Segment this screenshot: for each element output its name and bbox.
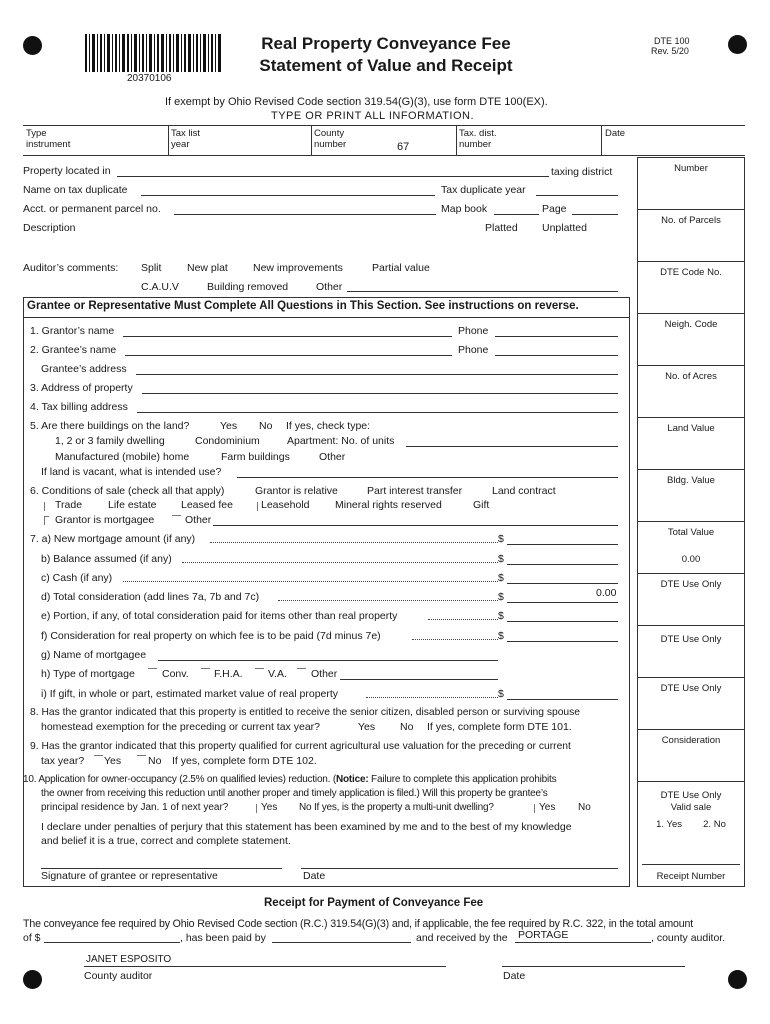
q7d-dollar: $: [498, 591, 504, 603]
q6-trade-checkbox[interactable]: [44, 502, 45, 511]
tax-billing-address-field[interactable]: [137, 412, 618, 413]
q7f-label: f) Consideration for real property on which fee is to be paid (7d minus 7e): [41, 630, 381, 642]
q6-life-estate-option[interactable]: Life estate: [108, 499, 157, 511]
dotted-leader: [123, 581, 498, 582]
registration-mark-top-left: [23, 36, 42, 55]
auditor-other-field[interactable]: [347, 291, 618, 292]
q6-label: 6. Conditions of sale (check all that apply): [30, 485, 225, 497]
property-address-field[interactable]: [142, 393, 618, 394]
right-box-dte-use-2[interactable]: [637, 625, 745, 677]
q8-ifyes-label: If yes, complete form DTE 101.: [427, 721, 572, 733]
receipt-paid-by-field[interactable]: [272, 942, 411, 943]
q10-yes-option[interactable]: Yes: [261, 802, 278, 813]
q5-vacant-label: If land is vacant, what is intended use?: [41, 466, 222, 478]
tax-list-year-label[interactable]: Tax list year: [171, 128, 201, 150]
right-box-total-value[interactable]: [637, 521, 745, 573]
q6-leased-fee-option[interactable]: Leased fee: [181, 499, 233, 511]
q7b-dollar: $: [498, 553, 504, 565]
right-box-dte-code[interactable]: [637, 261, 745, 313]
q10-notice: Notice:: [335, 774, 369, 785]
receipt-date-label: Date: [503, 970, 526, 982]
right-box-dte-use-1[interactable]: [637, 573, 745, 625]
q10-line2: the owner from receiving this reduction until another proper and timely application is filed.) Will this property be grantee’s: [41, 788, 548, 799]
q5-farm-buildings-option[interactable]: Farm buildings: [221, 451, 290, 463]
name-on-duplicate-field[interactable]: [141, 195, 435, 196]
q6-mortgagee-checkbox[interactable]: [44, 516, 49, 525]
fee-consideration-field[interactable]: [507, 641, 618, 642]
auditor-title: County auditor: [84, 970, 153, 982]
q10-text-b: Failure to complete this application prohibits: [368, 774, 557, 785]
name-on-duplicate-label: Name on tax duplicate: [23, 184, 128, 196]
auditor-new-plat-option[interactable]: New plat: [187, 262, 228, 274]
number-label: Number: [674, 163, 708, 174]
grantee-phone-field[interactable]: [495, 355, 618, 356]
tax-duplicate-year-field[interactable]: [536, 195, 618, 196]
q7h-other-checkbox[interactable]: [297, 668, 306, 669]
q7c-dollar: $: [498, 572, 504, 584]
right-box-valid-sale[interactable]: [637, 781, 745, 887]
divider: [456, 126, 457, 156]
vacant-use-field[interactable]: [237, 477, 618, 478]
land-value-label: Land Value: [667, 423, 715, 434]
q9-ifyes-label: If yes, complete form DTE 102.: [172, 755, 317, 767]
q7h-fha-checkbox[interactable]: [201, 668, 210, 669]
right-box-parcels[interactable]: [637, 209, 745, 261]
top-info-row: [23, 125, 745, 156]
q9-no-option[interactable]: No: [148, 755, 162, 767]
barcode-number: 20370106: [127, 73, 172, 84]
q5-other-option[interactable]: Other: [319, 451, 346, 463]
receipt-date-field[interactable]: [502, 966, 685, 967]
dotted-leader: [412, 639, 498, 640]
dotted-leader: [182, 562, 498, 563]
q10-line1: [23, 774, 556, 785]
receipt-line1: The conveyance fee required by Ohio Revised Code section (R.C.) 319.54(G)(3) and, if applicable, the fee required by R.C. 322, in the total amount: [23, 918, 694, 930]
grantor-phone-field[interactable]: [495, 336, 618, 337]
right-box-bldg-value[interactable]: [637, 469, 745, 521]
q8-line1: 8. Has the grantor indicated that this property is entitled to receive the senior citizen, disabled person or surviving spouse: [30, 707, 581, 718]
q7a-dollar: $: [498, 533, 504, 545]
q6-leasehold-checkbox[interactable]: [257, 502, 258, 511]
gift-value-field[interactable]: [507, 699, 618, 700]
tax-dist-number-label[interactable]: Tax. dist. number: [459, 128, 497, 150]
q6-grantor-relative-option[interactable]: Grantor is relative: [255, 485, 338, 497]
grantee-address-field[interactable]: [136, 374, 618, 375]
consideration-label: Consideration: [661, 735, 721, 746]
mortgagee-name-field[interactable]: [158, 660, 498, 661]
auditor-name-field[interactable]: [84, 966, 446, 967]
grantee-address-label: Grantee’s address: [41, 363, 127, 375]
dte-use-label: DTE Use Only: [660, 579, 722, 590]
q6-part-interest-option[interactable]: Part interest transfer: [367, 485, 463, 497]
right-box-neigh-code[interactable]: [637, 313, 745, 365]
balance-assumed-field[interactable]: [507, 564, 618, 565]
dotted-leader: [278, 600, 498, 601]
q10-yes2-checkbox[interactable]: [534, 804, 535, 813]
receipt-county-auditor-suffix: , county auditor.: [651, 932, 726, 944]
q8-line2: homestead exemption for the preceding or current tax year?: [41, 721, 320, 733]
right-box-number[interactable]: [637, 157, 745, 209]
q1-label: 1. Grantor’s name: [30, 325, 115, 337]
q5-apartment-option[interactable]: Apartment: No. of units: [287, 435, 395, 447]
q10-text-a: 10. Application for owner-occupancy (2.5% on qualified levies) reduction. (: [23, 774, 336, 785]
signature-label: Signature of grantee or representative: [41, 870, 218, 882]
total-consideration-value[interactable]: 0.00: [596, 587, 617, 599]
q9-line1: 9. Has the grantor indicated that this property qualified for current agricultural use valuation for the preceding or current: [30, 741, 571, 752]
q10-no2-option[interactable]: No: [578, 802, 591, 813]
signature-field[interactable]: [41, 868, 282, 869]
auditor-comments-label: Auditor’s comments:: [23, 262, 119, 274]
q7c-label: c) Cash (if any): [41, 572, 113, 584]
q7h-other-field[interactable]: [340, 679, 498, 680]
property-located-field[interactable]: [117, 176, 549, 177]
property-located-label: Property located in: [23, 165, 111, 177]
q10-no-multiunit-label[interactable]: No If yes, is the property a multi-unit dwelling?: [299, 802, 494, 813]
dte-use-label: DTE Use Only: [660, 790, 722, 801]
description-label: Description: [23, 222, 76, 234]
q7h-va-checkbox[interactable]: [255, 668, 264, 669]
q5-label: 5. Are there buildings on the land?: [30, 420, 190, 432]
grantee-name-field[interactable]: [125, 355, 452, 356]
q7e-dollar: $: [498, 610, 504, 622]
q9-yes-checkbox[interactable]: [94, 755, 103, 756]
form-title-line2: Statement of Value and Receipt: [259, 56, 513, 75]
q7i-dollar: $: [498, 688, 504, 700]
receipt-of-label: of $: [23, 932, 41, 944]
receipt-number-label: Receipt Number: [656, 871, 726, 882]
q5-condominium-option[interactable]: Condominium: [195, 435, 260, 447]
q5-yes-option[interactable]: Yes: [220, 420, 238, 432]
q7b-label: b) Balance assumed (if any): [41, 553, 172, 565]
form-revision: Rev. 5/20: [651, 46, 689, 56]
cash-field[interactable]: [507, 583, 618, 584]
auditor-cauv-option[interactable]: C.A.U.V: [141, 281, 179, 293]
dotted-leader: [210, 542, 498, 543]
total-value-label: Total Value: [667, 527, 715, 538]
right-box-consideration[interactable]: [637, 729, 745, 781]
county-number-label: County number: [314, 128, 347, 150]
q7e-label: e) Portion, if any, of total consideration paid for items other than real property: [41, 610, 398, 622]
signature-date-label: Date: [303, 870, 326, 882]
divider: [311, 126, 312, 156]
q7h-other-option[interactable]: Other: [311, 668, 338, 680]
form-id: DTE 100: [654, 36, 690, 46]
receipt-heading: Receipt for Payment of Conveyance Fee: [264, 897, 484, 909]
parcels-label: No. of Parcels: [661, 215, 721, 226]
receipt-amount-field[interactable]: [44, 942, 180, 943]
tax-duplicate-year-label: Tax duplicate year: [441, 184, 526, 196]
apartment-units-field[interactable]: [406, 446, 618, 447]
receipt-received-by-label: and received by the: [416, 932, 508, 944]
declaration-line1: I declare under penalties of perjury that this statement has been examined by me and to the best of my knowledge: [41, 821, 572, 833]
q5-manufactured-home-option[interactable]: Manufactured (mobile) home: [55, 451, 190, 463]
dte-use-label: DTE Use Only: [660, 683, 722, 694]
bldg-value-label: Bldg. Value: [667, 475, 715, 486]
q2-label: 2. Grantee’s name: [30, 344, 117, 356]
dotted-leader: [428, 619, 498, 620]
date-label[interactable]: Date: [605, 128, 626, 139]
q5-ifyes-label: If yes, check type:: [286, 420, 371, 432]
neigh-code-label: Neigh. Code: [664, 319, 718, 330]
q2-phone-label: Phone: [458, 344, 489, 356]
q6-mineral-rights-option[interactable]: Mineral rights reserved: [335, 499, 442, 511]
receipt-county-field[interactable]: [515, 942, 651, 943]
right-box-acres[interactable]: [637, 365, 745, 417]
dte-code-label: DTE Code No.: [660, 267, 722, 278]
acct-parcel-label: Acct. or permanent parcel no.: [23, 203, 161, 215]
q6-other-option[interactable]: Other: [185, 514, 212, 526]
q5-no-option[interactable]: No: [259, 420, 273, 432]
taxing-district-label: taxing district: [551, 166, 613, 178]
declaration-line2: and belief it is a true, correct and complete statement.: [41, 835, 291, 847]
map-book-label: Map book: [441, 203, 488, 215]
auditor-other-option[interactable]: Other: [316, 281, 343, 293]
barcode-icon: [85, 34, 222, 72]
q6-grantor-mortgagee-option[interactable]: Grantor is mortgagee: [55, 514, 155, 526]
q6-land-contract-option[interactable]: Land contract: [492, 485, 556, 497]
dotted-leader: [366, 697, 498, 698]
divider: [601, 126, 602, 156]
q10-yes-checkbox[interactable]: [256, 804, 257, 813]
right-box-dte-use-3[interactable]: [637, 677, 745, 729]
q1-phone-label: Phone: [458, 325, 489, 337]
q10-yes2-option[interactable]: Yes: [539, 802, 556, 813]
valid-sale-options[interactable]: 1. Yes 2. No: [656, 819, 726, 830]
q9-no-checkbox[interactable]: [137, 755, 146, 756]
q7i-label: i) If gift, in whole or part, estimated market value of real property: [41, 688, 339, 700]
q7d-label: d) Total consideration (add lines 7a, 7b and 7c): [41, 591, 260, 603]
q8-no-option[interactable]: No: [400, 721, 414, 733]
total-value-amount: 0.00: [681, 554, 701, 565]
q7h-label: h) Type of mortgage: [41, 668, 135, 680]
acres-label: No. of Acres: [665, 371, 717, 382]
q10-line3: principal residence by Jan. 1 of next year?: [41, 802, 229, 813]
auditor-name[interactable]: JANET ESPOSITO: [86, 954, 172, 965]
q3-label: 3. Address of property: [30, 382, 133, 394]
platted-option[interactable]: Platted: [485, 222, 518, 234]
county-number-value[interactable]: 67: [397, 141, 410, 153]
type-print-note: TYPE OR PRINT ALL INFORMATION.: [271, 110, 475, 122]
q7h-fha-option[interactable]: F.H.A.: [214, 668, 243, 680]
exempt-note: If exempt by Ohio Revised Code section 319.54(G)(3), use form DTE 100(EX).: [165, 96, 548, 108]
q9-yes-option[interactable]: Yes: [104, 755, 122, 767]
q5-family-dwelling-option[interactable]: 1, 2 or 3 family dwelling: [55, 435, 165, 447]
map-book-field[interactable]: [494, 214, 539, 215]
q8-yes-option[interactable]: Yes: [358, 721, 376, 733]
q7h-va-option[interactable]: V.A.: [268, 668, 287, 680]
type-instrument-label[interactable]: Type instrument: [26, 128, 71, 150]
auditor-partial-value-option[interactable]: Partial value: [372, 262, 430, 274]
q4-label: 4. Tax billing address: [30, 401, 128, 413]
q7f-dollar: $: [498, 630, 504, 642]
receipt-paid-by-label: , has been paid by: [180, 932, 266, 944]
receipt-county-name[interactable]: PORTAGE: [518, 929, 569, 941]
grantor-name-field[interactable]: [123, 336, 452, 337]
page-field[interactable]: [572, 214, 618, 215]
registration-mark-bottom-left: [23, 970, 42, 989]
q7h-conv-option[interactable]: Conv.: [162, 668, 189, 680]
valid-sale-label: Valid sale: [670, 802, 712, 813]
total-consideration-field[interactable]: [507, 602, 618, 603]
receipt-number-line: [642, 864, 740, 865]
q7a-label: 7. a) New mortgage amount (if any): [30, 533, 196, 545]
q6-other-field[interactable]: [213, 525, 618, 526]
registration-mark-top-right: [728, 35, 747, 54]
section-heading: Grantee or Representative Must Complete All Questions in This Section. See instructions on reverse.: [27, 300, 579, 312]
form-title-line1: Real Property Conveyance Fee: [261, 34, 511, 53]
q7h-conv-checkbox[interactable]: [148, 668, 157, 669]
new-mortgage-amount-field[interactable]: [507, 544, 618, 545]
right-box-land-value[interactable]: [637, 417, 745, 469]
q6-trade-option[interactable]: Trade: [55, 499, 83, 511]
q6-leasehold-option[interactable]: Leasehold: [261, 499, 310, 511]
q9-line2: tax year?: [41, 755, 85, 767]
divider: [168, 126, 169, 156]
q6-other-checkbox[interactable]: [172, 515, 181, 516]
registration-mark-bottom-right: [728, 970, 747, 989]
auditor-building-removed-option[interactable]: Building removed: [207, 281, 289, 293]
dte-use-label: DTE Use Only: [660, 634, 722, 645]
auditor-split-option[interactable]: Split: [141, 262, 162, 274]
signature-date-field[interactable]: [301, 868, 618, 869]
unplatted-option[interactable]: Unplatted: [542, 222, 587, 234]
q6-gift-option[interactable]: Gift: [473, 499, 490, 511]
auditor-new-improvements-option[interactable]: New improvements: [253, 262, 343, 274]
non-real-property-field[interactable]: [507, 621, 618, 622]
acct-parcel-field[interactable]: [174, 214, 436, 215]
q7g-label: g) Name of mortgagee: [41, 649, 147, 661]
page-label: Page: [542, 203, 567, 215]
